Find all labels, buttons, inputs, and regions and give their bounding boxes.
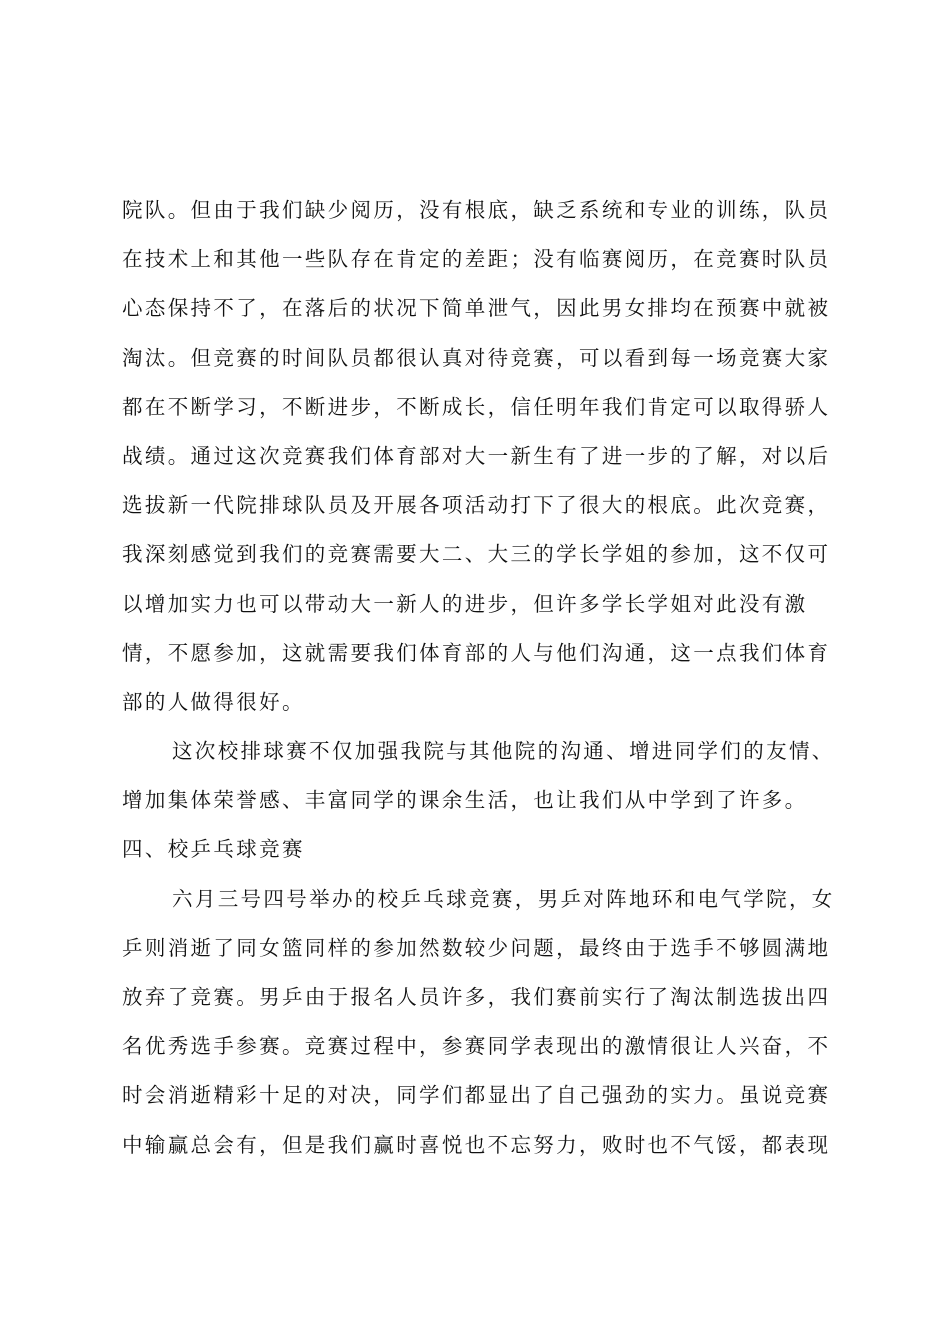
text-line: 放弃了竞赛。男乒由于报名人员许多，我们赛前实行了淘汰制选拔出四 — [122, 985, 831, 1009]
text-line: 选拔新一代院排球队员及开展各项活动打下了很大的根底。此次竞赛， — [122, 493, 831, 518]
text-line: 都在不断学习，不断进步，不断成长，信任明年我们肯定可以取得骄人 — [122, 394, 831, 419]
text-line: 心态保持不了，在落后的状况下简单泄气，因此男女排均在预赛中就被 — [122, 296, 831, 321]
document-body — [122, 186, 835, 1170]
text-line: 时会消逝精彩十足的对决，同学们都显出了自己强劲的实力。虽说竞赛 — [122, 1083, 831, 1108]
paragraph-first-line: 六月三号四号举办的校乒乓球竞赛，男乒对阵地环和电气学院，女 — [172, 886, 835, 911]
text-line: 增加集体荣誉感、丰富同学的课余生活，也让我们从中学到了许多。 — [122, 788, 808, 813]
text-line: 战绩。通过这次竞赛我们体育部对大一新生有了进一步的了解，对以后 — [122, 443, 831, 468]
text-line: 院队。但由于我们缺少阅历，没有根底，缺乏系统和专业的训练，队员 — [122, 198, 831, 222]
text-line: 名优秀选手参赛。竞赛过程中，参赛同学表现出的激情很让人兴奋，不 — [122, 1034, 831, 1059]
paragraph-first-line: 这次校排球赛不仅加强我院与其他院的沟通、增进同学们的友情、 — [172, 739, 835, 764]
text-line: 以增加实力也可以带动大一新人的进步，但许多学长学姐对此没有激 — [122, 591, 808, 616]
text-line: 我深刻感觉到我们的竞赛需要大二、大三的学长学姐的参加，这不仅可 — [122, 542, 831, 567]
text-line: 乒则消逝了同女篮同样的参加然数较少问题，最终由于选手不够圆满地 — [122, 935, 831, 960]
text-line: 部的人做得很好。 — [122, 689, 305, 714]
text-line: 淘汰。但竞赛的时间队员都很认真对待竞赛，可以看到每一场竞赛大家 — [122, 345, 831, 370]
text-line: 情，不愿参加，这就需要我们体育部的人与他们沟通，这一点我们体育 — [122, 640, 831, 665]
text-line: 中输赢总会有，但是我们赢时喜悦也不忘努力，败时也不气馁，都表现 — [122, 1132, 831, 1157]
text-line: 在技术上和其他一些队存在肯定的差距；没有临赛阅历，在竞赛时队员 — [122, 247, 831, 272]
section-heading: 四、校乒乓球竞赛 — [122, 837, 305, 862]
